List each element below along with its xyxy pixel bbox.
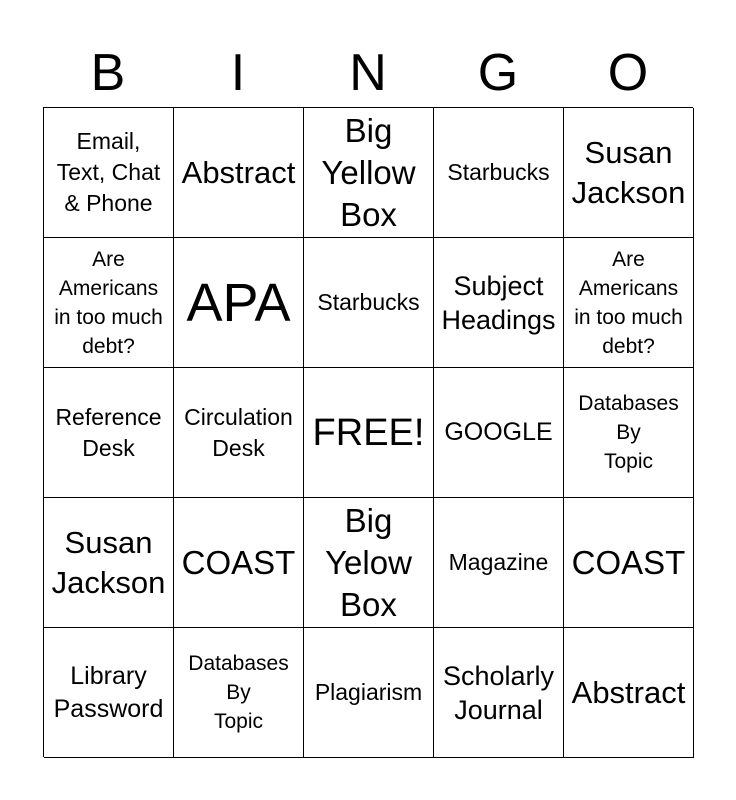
bingo-cell-r1-c2[interactable] [174,108,304,238]
bingo-cell-r1-c1[interactable] [44,108,174,238]
header-letter-n: N [349,44,387,102]
cell-label: Abstract [181,154,296,190]
bingo-cell-r2-c4[interactable] [434,238,564,368]
bingo-cell-r3-c2[interactable] [174,368,304,498]
cell-label: Are Americans in too much debt? [574,247,683,358]
bingo-cell-r2-c5[interactable] [564,238,694,368]
bingo-cell-r5-c5[interactable] [564,628,694,758]
cell-label: Abstract [571,674,686,710]
bingo-cell-r4-c3[interactable] [304,498,434,628]
cell-label: Databases By Topic [578,392,679,473]
cell-label: Reference Desk [55,403,162,461]
header-letter-i: I [230,44,246,102]
bingo-board [43,107,693,757]
cell-label: Databases By Topic [188,652,289,733]
cell-label: COAST [181,543,296,581]
cell-label: Subject Headings [441,270,556,335]
cell-label: Email, Text, Chat & Phone [56,128,161,216]
bingo-cell-r4-c4[interactable] [434,498,564,628]
bingo-cell-r4-c5[interactable] [564,498,694,628]
header-letter-b: B [90,44,126,102]
bingo-cell-r5-c1[interactable] [44,628,174,758]
cell-label: Susan Jackson [571,134,686,210]
bingo-header [43,40,693,106]
bingo-cell-r3-c3[interactable] [304,368,434,498]
bingo-cell-r3-c1[interactable] [44,368,174,498]
cell-label: COAST [571,543,686,581]
cell-label: APA [186,272,291,333]
free-space: FREE! [312,411,425,454]
header-letter-g: G [477,44,519,102]
cell-label: Scholarly Journal [442,660,555,725]
bingo-cell-r5-c4[interactable] [434,628,564,758]
bingo-cell-r4-c1[interactable] [44,498,174,628]
cell-label: Starbucks [317,289,420,315]
cell-label: Plagiarism [314,679,423,705]
bingo-cell-r1-c3[interactable] [304,108,434,238]
cell-label: Susan Jackson [51,524,166,600]
bingo-cell-r2-c2[interactable] [174,238,304,368]
bingo-cell-r5-c3[interactable] [304,628,434,758]
cell-label: GOOGLE [444,418,553,446]
bingo-cell-r1-c5[interactable] [564,108,694,238]
cell-label: Circulation Desk [184,403,293,461]
cell-label: Library Password [53,661,164,723]
cell-label: Big Yelow Box [325,501,412,623]
header-letter-o: O [607,44,649,102]
bingo-cell-r4-c2[interactable] [174,498,304,628]
bingo-cell-r2-c1[interactable] [44,238,174,368]
cell-label: Magazine [448,549,549,575]
cell-label: Big Yellow Box [321,111,416,233]
bingo-cell-r2-c3[interactable] [304,238,434,368]
bingo-cell-r1-c4[interactable] [434,108,564,238]
bingo-cell-r3-c4[interactable] [434,368,564,498]
bingo-cell-r5-c2[interactable] [174,628,304,758]
cell-label: Starbucks [447,159,550,185]
bingo-cell-r3-c5[interactable] [564,368,694,498]
cell-label: Are Americans in too much debt? [54,247,163,358]
